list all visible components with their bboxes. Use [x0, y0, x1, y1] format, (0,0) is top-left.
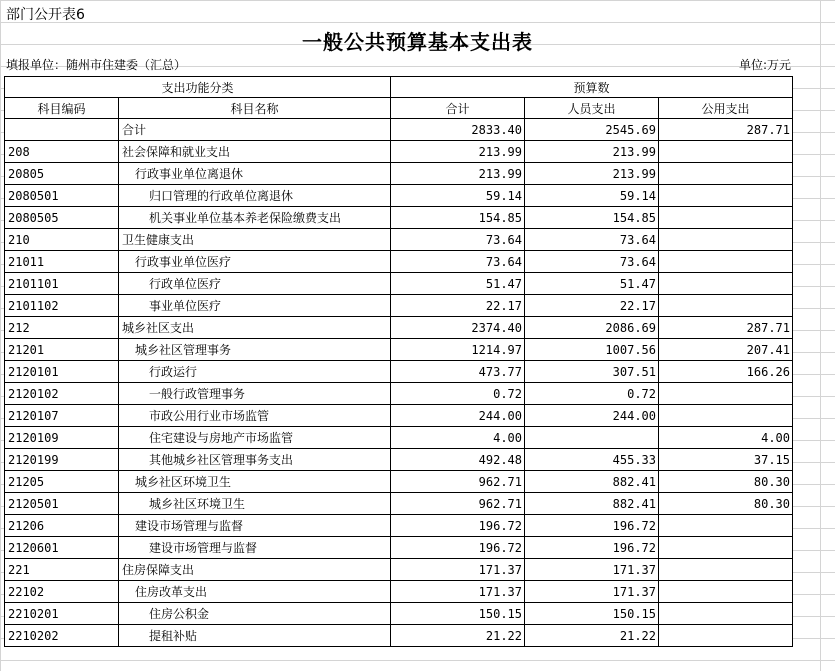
- row-total[interactable]: 1214.97: [391, 339, 525, 361]
- row-total[interactable]: 73.64: [391, 251, 525, 273]
- header-personnel: 人员支出: [525, 98, 659, 119]
- row-code[interactable]: 2120501: [5, 493, 119, 515]
- row-personnel[interactable]: 244.00: [525, 405, 659, 427]
- row-personnel[interactable]: 22.17: [525, 295, 659, 317]
- row-total[interactable]: 213.99: [391, 141, 525, 163]
- row-code[interactable]: 22102: [5, 581, 119, 603]
- row-name[interactable]: 行政事业单位医疗: [119, 251, 391, 273]
- row-personnel[interactable]: 51.47: [525, 273, 659, 295]
- row-public[interactable]: [659, 405, 793, 427]
- row-public[interactable]: [659, 141, 793, 163]
- row-personnel[interactable]: 73.64: [525, 229, 659, 251]
- row-total[interactable]: 962.71: [391, 471, 525, 493]
- row-name[interactable]: 行政单位医疗: [119, 273, 391, 295]
- row-public[interactable]: 287.71: [659, 119, 793, 141]
- row-name[interactable]: 提租补贴: [119, 625, 391, 647]
- row-name[interactable]: 其他城乡社区管理事务支出: [119, 449, 391, 471]
- row-personnel[interactable]: 196.72: [525, 515, 659, 537]
- row-public[interactable]: [659, 207, 793, 229]
- row-name[interactable]: 住房公积金: [119, 603, 391, 625]
- budget-table: [4, 76, 793, 647]
- reporting-unit: 填报单位：随州市住建委（汇总）: [6, 58, 187, 72]
- row-personnel[interactable]: 882.41: [525, 493, 659, 515]
- row-personnel[interactable]: 196.72: [525, 537, 659, 559]
- row-code[interactable]: 212: [5, 317, 119, 339]
- row-personnel[interactable]: 171.37: [525, 559, 659, 581]
- row-total[interactable]: 244.00: [391, 405, 525, 427]
- table-row[interactable]: [5, 229, 793, 251]
- row-total[interactable]: 473.77: [391, 361, 525, 383]
- row-public[interactable]: 80.30: [659, 493, 793, 515]
- row-code[interactable]: 2120101: [5, 361, 119, 383]
- row-personnel[interactable]: 1007.56: [525, 339, 659, 361]
- row-public[interactable]: [659, 229, 793, 251]
- row-personnel[interactable]: 171.37: [525, 581, 659, 603]
- table-row[interactable]: [5, 515, 793, 537]
- row-code[interactable]: 2120601: [5, 537, 119, 559]
- row-personnel[interactable]: [525, 427, 659, 449]
- row-code[interactable]: 2080501: [5, 185, 119, 207]
- row-total[interactable]: 2833.40: [391, 119, 525, 141]
- row-total[interactable]: 492.48: [391, 449, 525, 471]
- table-row[interactable]: [5, 427, 793, 449]
- row-personnel[interactable]: 307.51: [525, 361, 659, 383]
- currency-unit: 单位:万元: [738, 58, 791, 72]
- row-code[interactable]: 2120199: [5, 449, 119, 471]
- page-title: 一般公共预算基本支出表: [302, 30, 533, 54]
- header-budget-amount: 预算数: [391, 77, 793, 98]
- row-total[interactable]: 0.72: [391, 383, 525, 405]
- row-total[interactable]: 2374.40: [391, 317, 525, 339]
- row-total[interactable]: 171.37: [391, 581, 525, 603]
- row-public[interactable]: [659, 273, 793, 295]
- row-name[interactable]: 城乡社区环境卫生: [119, 493, 391, 515]
- row-name[interactable]: 住房改革支出: [119, 581, 391, 603]
- row-public[interactable]: [659, 251, 793, 273]
- row-name[interactable]: 市政公用行业市场监管: [119, 405, 391, 427]
- row-total[interactable]: 59.14: [391, 185, 525, 207]
- row-personnel[interactable]: 0.72: [525, 383, 659, 405]
- table-row[interactable]: [5, 119, 793, 141]
- table-row[interactable]: [5, 559, 793, 581]
- row-total[interactable]: 196.72: [391, 537, 525, 559]
- row-code[interactable]: 2120102: [5, 383, 119, 405]
- row-public[interactable]: [659, 581, 793, 603]
- row-personnel[interactable]: 213.99: [525, 163, 659, 185]
- table-row[interactable]: [5, 603, 793, 625]
- row-code[interactable]: 21011: [5, 251, 119, 273]
- row-personnel[interactable]: 154.85: [525, 207, 659, 229]
- sheet-gridline: [820, 0, 821, 671]
- row-name[interactable]: 合计: [119, 119, 391, 141]
- row-total[interactable]: 73.64: [391, 229, 525, 251]
- row-personnel[interactable]: 213.99: [525, 141, 659, 163]
- row-public[interactable]: 207.41: [659, 339, 793, 361]
- table-row[interactable]: [5, 537, 793, 559]
- row-code[interactable]: 21206: [5, 515, 119, 537]
- row-total[interactable]: 22.17: [391, 295, 525, 317]
- row-name[interactable]: 建设市场管理与监督: [119, 515, 391, 537]
- row-total[interactable]: 213.99: [391, 163, 525, 185]
- row-personnel[interactable]: 455.33: [525, 449, 659, 471]
- header-public: 公用支出: [659, 98, 793, 119]
- row-name[interactable]: 住房保障支出: [119, 559, 391, 581]
- table-row[interactable]: [5, 471, 793, 493]
- sheet-label: 部门公开表6: [6, 7, 85, 23]
- table-row[interactable]: [5, 317, 793, 339]
- row-public[interactable]: [659, 515, 793, 537]
- row-personnel[interactable]: 73.64: [525, 251, 659, 273]
- row-code[interactable]: 2210201: [5, 603, 119, 625]
- row-name[interactable]: 建设市场管理与监督: [119, 537, 391, 559]
- table-row[interactable]: [5, 163, 793, 185]
- row-name[interactable]: 社会保障和就业支出: [119, 141, 391, 163]
- row-public[interactable]: 287.71: [659, 317, 793, 339]
- row-total[interactable]: 4.00: [391, 427, 525, 449]
- row-personnel[interactable]: 2086.69: [525, 317, 659, 339]
- row-public[interactable]: 4.00: [659, 427, 793, 449]
- row-code[interactable]: 2120109: [5, 427, 119, 449]
- header-name: 科目名称: [119, 98, 391, 119]
- row-name[interactable]: 行政运行: [119, 361, 391, 383]
- row-public[interactable]: [659, 185, 793, 207]
- table-row[interactable]: [5, 185, 793, 207]
- table-row[interactable]: [5, 449, 793, 471]
- row-personnel[interactable]: 150.15: [525, 603, 659, 625]
- row-code[interactable]: 2210202: [5, 625, 119, 647]
- row-personnel[interactable]: 2545.69: [525, 119, 659, 141]
- row-code[interactable]: 210: [5, 229, 119, 251]
- row-code[interactable]: 21201: [5, 339, 119, 361]
- row-code[interactable]: [5, 119, 119, 141]
- table-row[interactable]: [5, 141, 793, 163]
- row-total[interactable]: 51.47: [391, 273, 525, 295]
- row-public[interactable]: [659, 537, 793, 559]
- row-personnel[interactable]: 21.22: [525, 625, 659, 647]
- row-name[interactable]: 住宅建设与房地产市场监管: [119, 427, 391, 449]
- table-row[interactable]: [5, 251, 793, 273]
- row-public[interactable]: [659, 383, 793, 405]
- row-code[interactable]: 2080505: [5, 207, 119, 229]
- table-row[interactable]: [5, 383, 793, 405]
- row-total[interactable]: 196.72: [391, 515, 525, 537]
- row-personnel[interactable]: 59.14: [525, 185, 659, 207]
- header-total: 合计: [391, 98, 525, 119]
- row-name[interactable]: 机关事业单位基本养老保险缴费支出: [119, 207, 391, 229]
- row-code[interactable]: 208: [5, 141, 119, 163]
- table-row[interactable]: [5, 273, 793, 295]
- row-code[interactable]: 2101101: [5, 273, 119, 295]
- row-public[interactable]: 80.30: [659, 471, 793, 493]
- row-total[interactable]: 171.37: [391, 559, 525, 581]
- row-code[interactable]: 20805: [5, 163, 119, 185]
- header-code: 科目编码: [5, 98, 119, 119]
- row-personnel[interactable]: 882.41: [525, 471, 659, 493]
- table-row[interactable]: [5, 625, 793, 647]
- row-public[interactable]: [659, 625, 793, 647]
- row-total[interactable]: 150.15: [391, 603, 525, 625]
- row-public[interactable]: [659, 163, 793, 185]
- row-name[interactable]: 事业单位医疗: [119, 295, 391, 317]
- header-function-category: 支出功能分类: [5, 77, 391, 98]
- row-public[interactable]: 37.15: [659, 449, 793, 471]
- row-public[interactable]: [659, 603, 793, 625]
- table-row[interactable]: [5, 581, 793, 603]
- row-total[interactable]: 21.22: [391, 625, 525, 647]
- table-row[interactable]: [5, 207, 793, 229]
- row-code[interactable]: 221: [5, 559, 119, 581]
- table-row[interactable]: [5, 339, 793, 361]
- row-public[interactable]: [659, 559, 793, 581]
- row-name[interactable]: 城乡社区支出: [119, 317, 391, 339]
- row-name[interactable]: 城乡社区环境卫生: [119, 471, 391, 493]
- row-public[interactable]: [659, 295, 793, 317]
- row-name[interactable]: 城乡社区管理事务: [119, 339, 391, 361]
- table-row[interactable]: [5, 361, 793, 383]
- row-name[interactable]: 卫生健康支出: [119, 229, 391, 251]
- row-code[interactable]: 21205: [5, 471, 119, 493]
- table-row[interactable]: [5, 295, 793, 317]
- row-code[interactable]: 2101102: [5, 295, 119, 317]
- row-name[interactable]: 一般行政管理事务: [119, 383, 391, 405]
- row-name[interactable]: 行政事业单位离退休: [119, 163, 391, 185]
- row-total[interactable]: 154.85: [391, 207, 525, 229]
- row-public[interactable]: 166.26: [659, 361, 793, 383]
- row-total[interactable]: 962.71: [391, 493, 525, 515]
- table-row[interactable]: [5, 493, 793, 515]
- table-row[interactable]: [5, 405, 793, 427]
- row-name[interactable]: 归口管理的行政单位离退休: [119, 185, 391, 207]
- row-code[interactable]: 2120107: [5, 405, 119, 427]
